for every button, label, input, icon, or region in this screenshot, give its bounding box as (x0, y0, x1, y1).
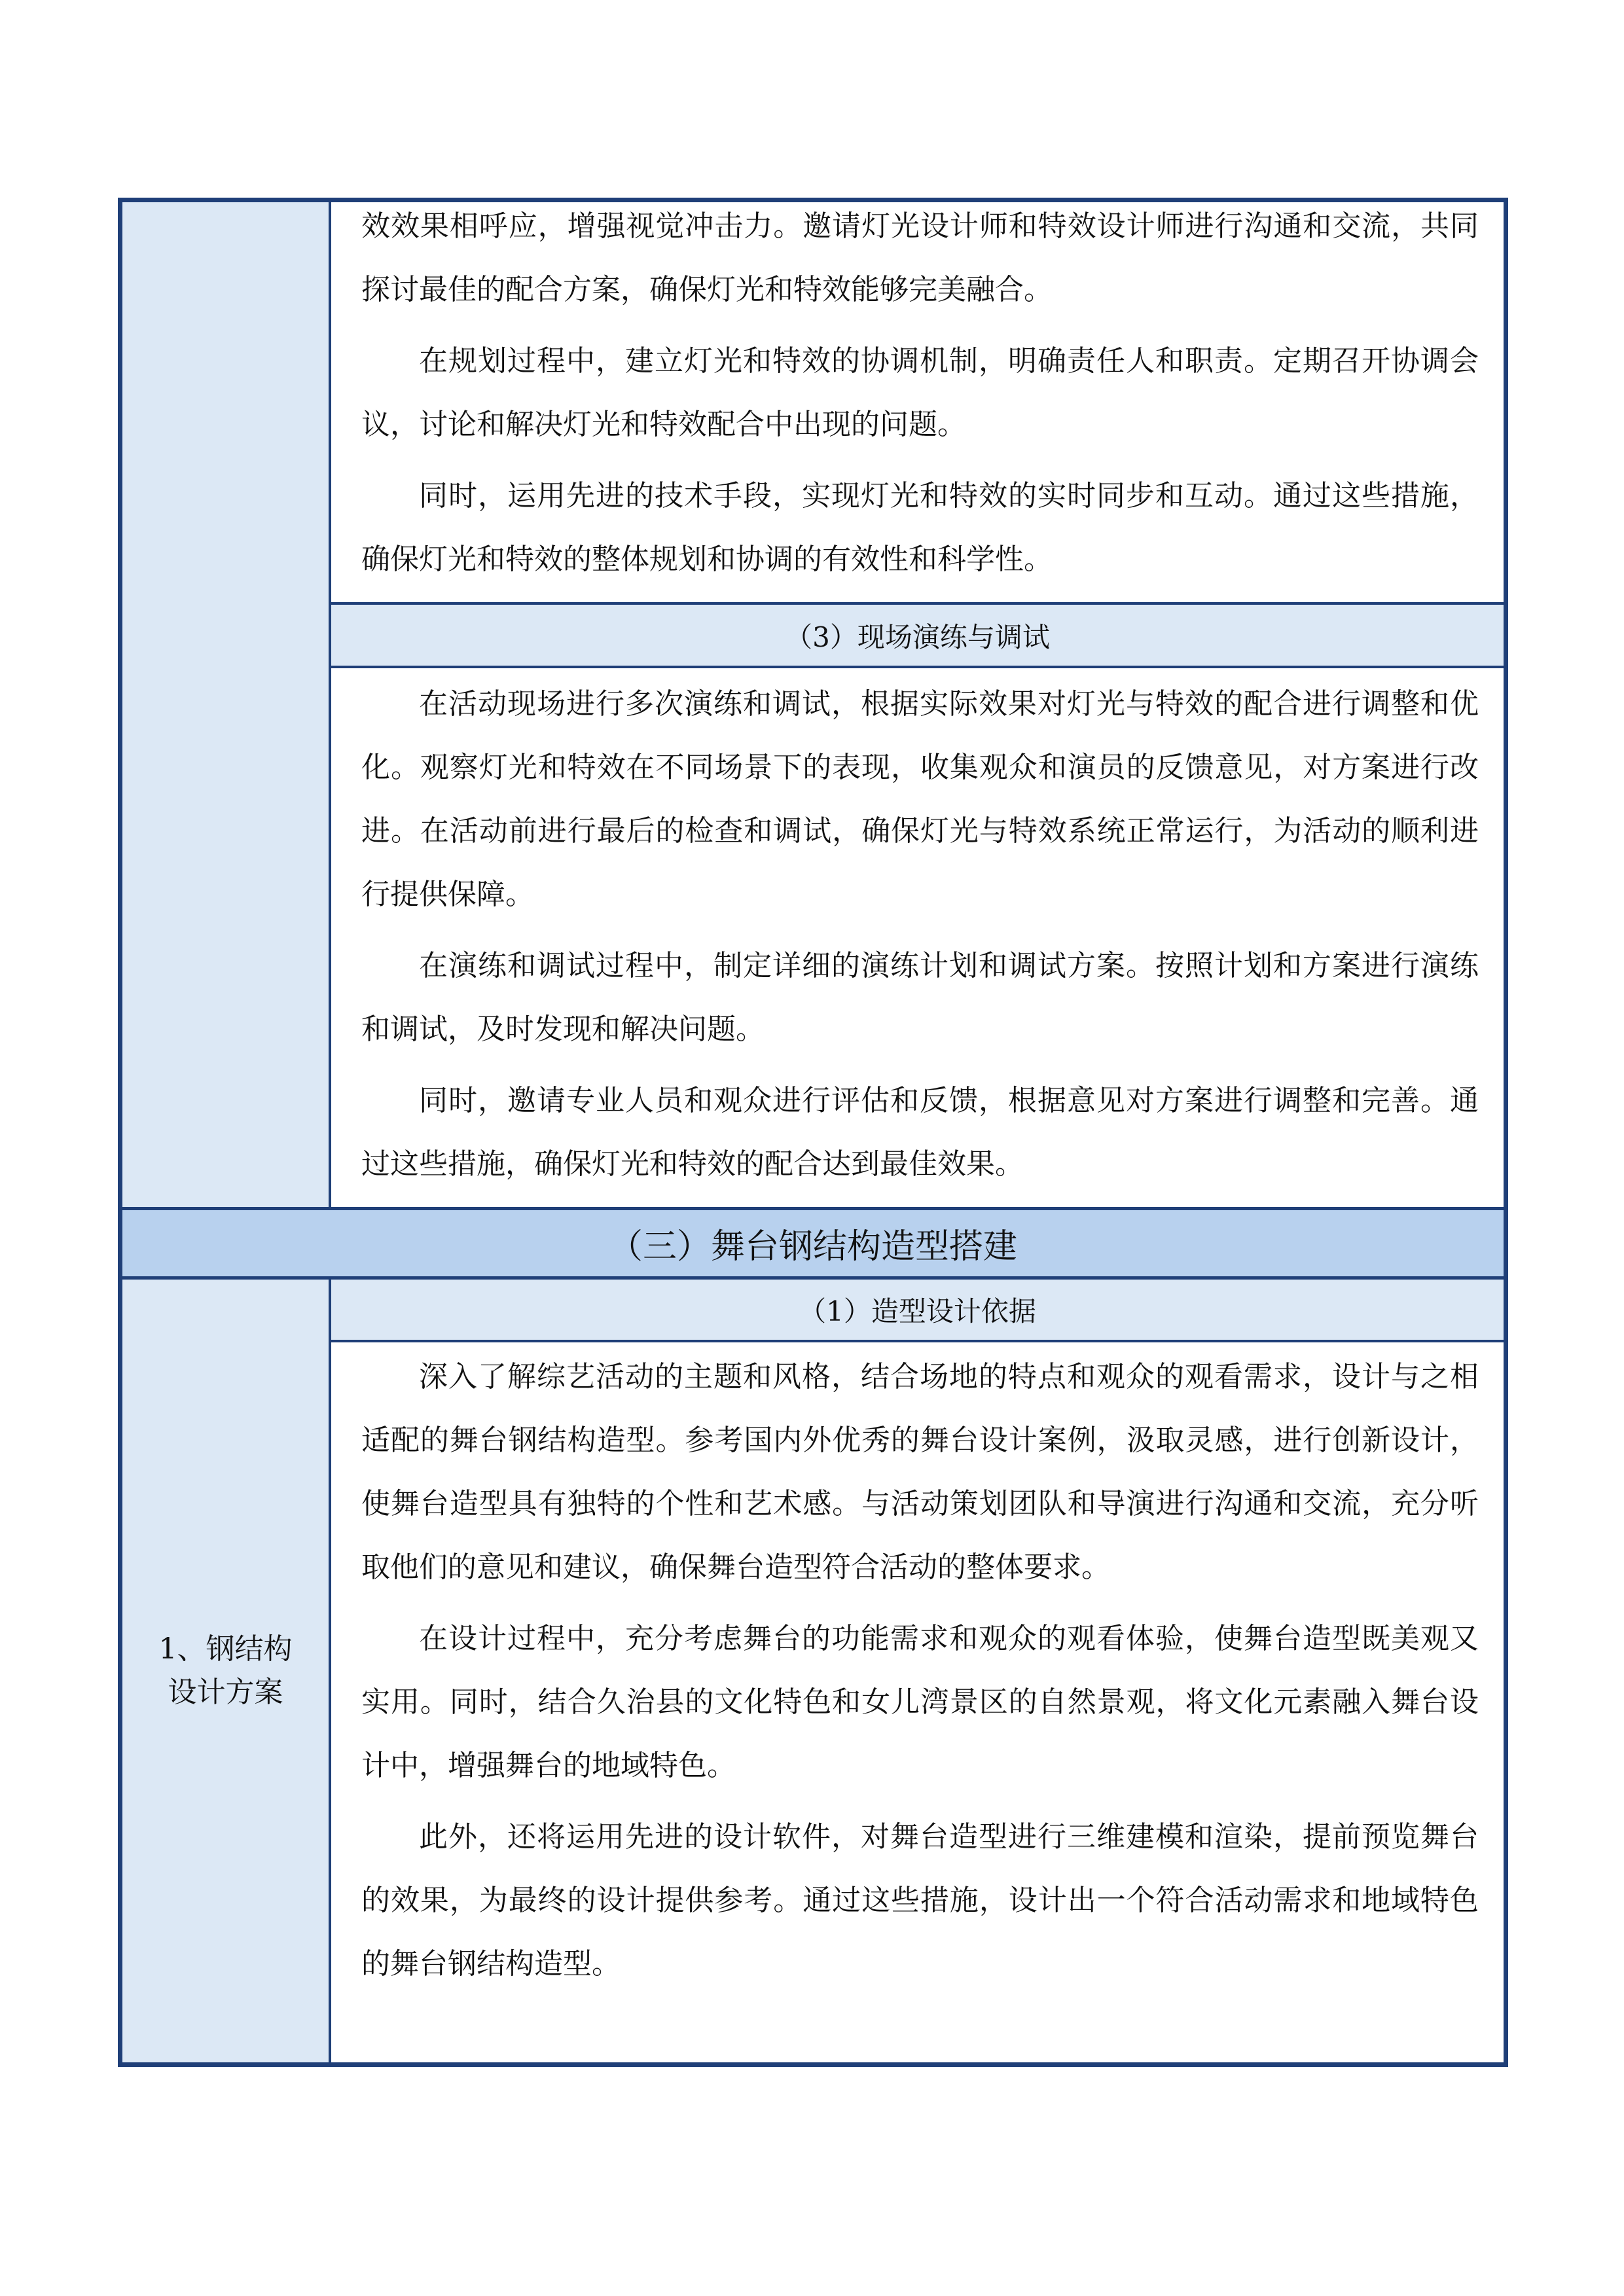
subheading-text: （3）现场演练与调试 (785, 620, 1050, 653)
paragraph: 此外，还将运用先进的设计软件，对舞台造型进行三维建模和渲染，提前预览舞台的效果，为最终的设计提供参考。通过这些措施，设计出一个符合活动需求和地域特色的舞台钢结构造型。 (361, 1820, 1479, 1981)
subheading-text: （1）造型设计依据 (799, 1295, 1036, 1327)
subheading-design-basis (331, 1280, 1504, 1342)
paragraph: 同时，运用先进的技术手段，实现灯光和特效的实时同步和互动。通过这些措施，确保灯光和特效的整体规划和协调的有效性和科学性。 (361, 479, 1479, 576)
content-block-upper (331, 194, 1504, 600)
section-heading (122, 1207, 1504, 1280)
paragraph: 在规划过程中，建立灯光和特效的协调机制，明确责任人和职责。定期召开协调会议，讨论和解决灯光和特效配合中出现的问题。 (361, 344, 1479, 441)
row-label-line2: 设计方案 (168, 1676, 283, 1709)
paragraph: 效效果相呼应，增强视觉冲击力。邀请灯光设计师和特效设计师进行沟通和交流，共同探讨最佳的配合方案，确保灯光和特效能够完美融合。 (361, 209, 1479, 306)
paragraph: 同时，邀请专业人员和观众进行评估和反馈，根据意见对方案进行调整和完善。通过这些措施，确保灯光和特效的配合达到最佳效果。 (361, 1084, 1479, 1181)
paragraph: 在活动现场进行多次演练和调试，根据实际效果对灯光与特效的配合进行调整和优化。观察灯光和特效在不同场景下的表现，收集观众和演员的反馈意见，对方案进行改进。在活动前进行最后的检查和调试，确保灯光与特效系统正常运行，为活动的顺利进行提供保障。 (361, 687, 1479, 911)
section-heading-text: （三）舞台钢结构造型搭建 (608, 1227, 1017, 1266)
content-block-design (331, 1345, 1504, 2062)
left-column-upper (122, 202, 331, 1207)
document-table (118, 198, 1508, 2067)
left-column-lower (122, 1280, 331, 2062)
subheading-rehearsal (331, 602, 1504, 668)
row-label-line1: 1、钢结构 (158, 1632, 293, 1666)
row-label (159, 1628, 293, 1714)
paragraph: 深入了解综艺活动的主题和风格，结合场地的特点和观众的观看需求，设计与之相适配的舞台钢结构造型。参考国内外优秀的舞台设计案例，汲取灵感，进行创新设计，使舞台造型具有独特的个性和艺术感。与活动策划团队和导演进行沟通和交流，充分听取他们的意见和建议，确保舞台造型符合活动的整体要求。 (361, 1360, 1479, 1584)
paragraph: 在演练和调试过程中，制定详细的演练计划和调试方案。按照计划和方案进行演练和调试，及时发现和解决问题。 (361, 949, 1479, 1046)
paragraph: 在设计过程中，充分考虑舞台的功能需求和观众的观看体验，使舞台造型既美观又实用。同时，结合久治县的文化特色和女儿湾景区的自然景观，将文化元素融入舞台设计中，增强舞台的地域特色。 (361, 1622, 1479, 1782)
content-block-rehearsal (331, 672, 1504, 1207)
